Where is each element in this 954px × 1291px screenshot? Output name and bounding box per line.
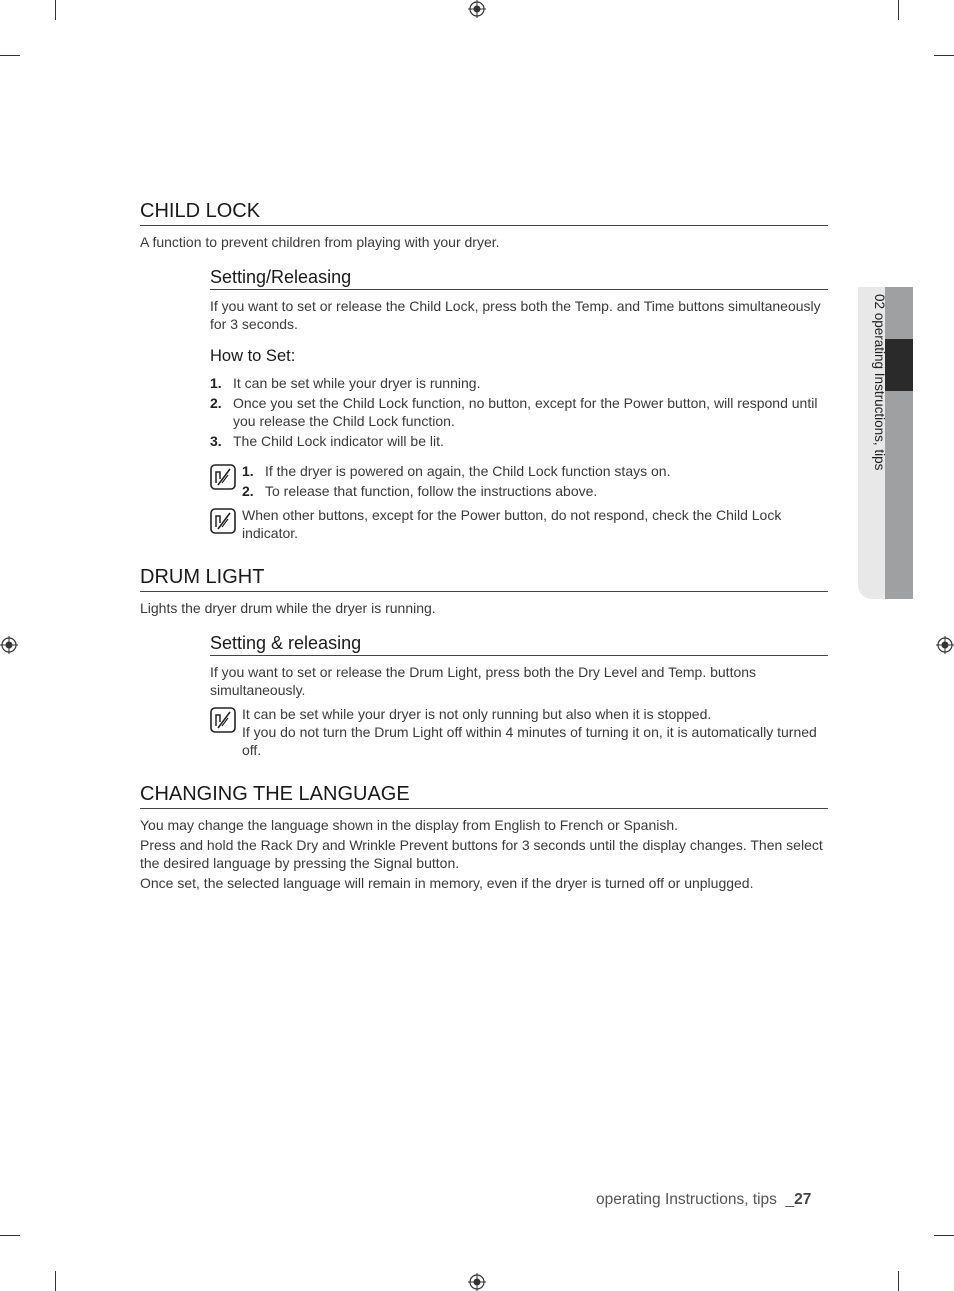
how-to-set-title: How to Set: — [210, 347, 296, 365]
chapter-side-tab — [858, 287, 913, 599]
list-item: 1. If the dryer is powered on again, the Child Lock function stays on. — [242, 463, 671, 479]
list-item: 2. To release that function, follow the instructions above. — [242, 483, 598, 499]
crop-mark — [55, 1271, 56, 1291]
language-paragraph-2: Press and hold the Rack Dry and Wrinkle Prevent buttons for 3 seconds until the display changes. Then select the desired language by pressing the Signal button. — [140, 837, 823, 871]
section-title-child-lock: CHILD LOCK — [140, 198, 828, 226]
subsection-title-setting-releasing: Setting & releasing — [210, 631, 828, 656]
note-icon — [210, 707, 236, 733]
side-tab-bar — [885, 287, 913, 599]
note-text-line: If you do not turn the Drum Light off within 4 minutes of turning it on, it is automatically turned off. — [242, 724, 817, 758]
crop-mark — [0, 1235, 20, 1236]
note-icon — [210, 508, 236, 534]
crop-mark — [0, 55, 20, 56]
section-title-changing-language: CHANGING THE LANGUAGE — [140, 781, 828, 809]
page-number: 27 — [794, 1191, 812, 1208]
side-tab-marker — [885, 339, 913, 391]
registration-mark-icon — [468, 0, 486, 18]
list-item: 3. The Child Lock indicator will be lit. — [210, 433, 444, 449]
language-paragraph-1: You may change the language shown in the display from English to French or Spanish. — [140, 817, 679, 833]
page-content — [140, 198, 828, 892]
note-child-lock-2 — [210, 506, 828, 542]
crop-mark — [934, 1235, 954, 1236]
subsection-title-setting-releasing: Setting/Releasing — [210, 265, 828, 290]
list-item: 1. It can be set while your dryer is running. — [210, 375, 481, 391]
section-title-drum-light: DRUM LIGHT — [140, 564, 828, 592]
note-icon — [210, 464, 236, 490]
note-text-line: It can be set while your dryer is not only running but also when it is stopped. — [242, 706, 712, 722]
crop-mark — [898, 0, 899, 20]
registration-mark-icon — [0, 636, 18, 654]
side-tab-label: 02 operating Instructions, tips — [872, 294, 887, 471]
crop-mark — [898, 1271, 899, 1291]
note-text: When other buttons, except for the Power button, do not respond, check the Child Lock indicator. — [242, 507, 782, 541]
page-footer — [596, 1191, 811, 1209]
crop-mark — [55, 0, 56, 20]
note-list — [242, 462, 828, 500]
footer-text: operating Instructions, tips _ — [596, 1191, 795, 1208]
note-child-lock-1 — [210, 462, 828, 500]
registration-mark-icon — [936, 636, 954, 654]
drum-light-setting-text: If you want to set or release the Drum Light, press both the Dry Level and Temp. buttons simultaneously. — [210, 664, 757, 698]
child-lock-setting-block — [210, 265, 828, 542]
crop-mark — [934, 55, 954, 56]
list-item: 2. Once you set the Child Lock function, no button, except for the Power button, will respond until you release the Child Lock function. — [210, 395, 818, 429]
language-paragraph-3: Once set, the selected language will remain in memory, even if the dryer is turned off or unplugged. — [140, 875, 754, 891]
note-drum-light — [210, 705, 828, 759]
how-to-set-steps — [210, 374, 828, 450]
registration-mark-icon — [468, 1273, 486, 1291]
child-lock-setting-text: If you want to set or release the Child Lock, press both the Temp. and Time buttons simultaneously for 3 seconds. — [210, 298, 821, 332]
drum-light-intro: Lights the dryer drum while the dryer is running. — [140, 600, 436, 616]
drum-light-setting-block — [210, 631, 828, 759]
child-lock-intro: A function to prevent children from playing with your dryer. — [140, 234, 500, 250]
